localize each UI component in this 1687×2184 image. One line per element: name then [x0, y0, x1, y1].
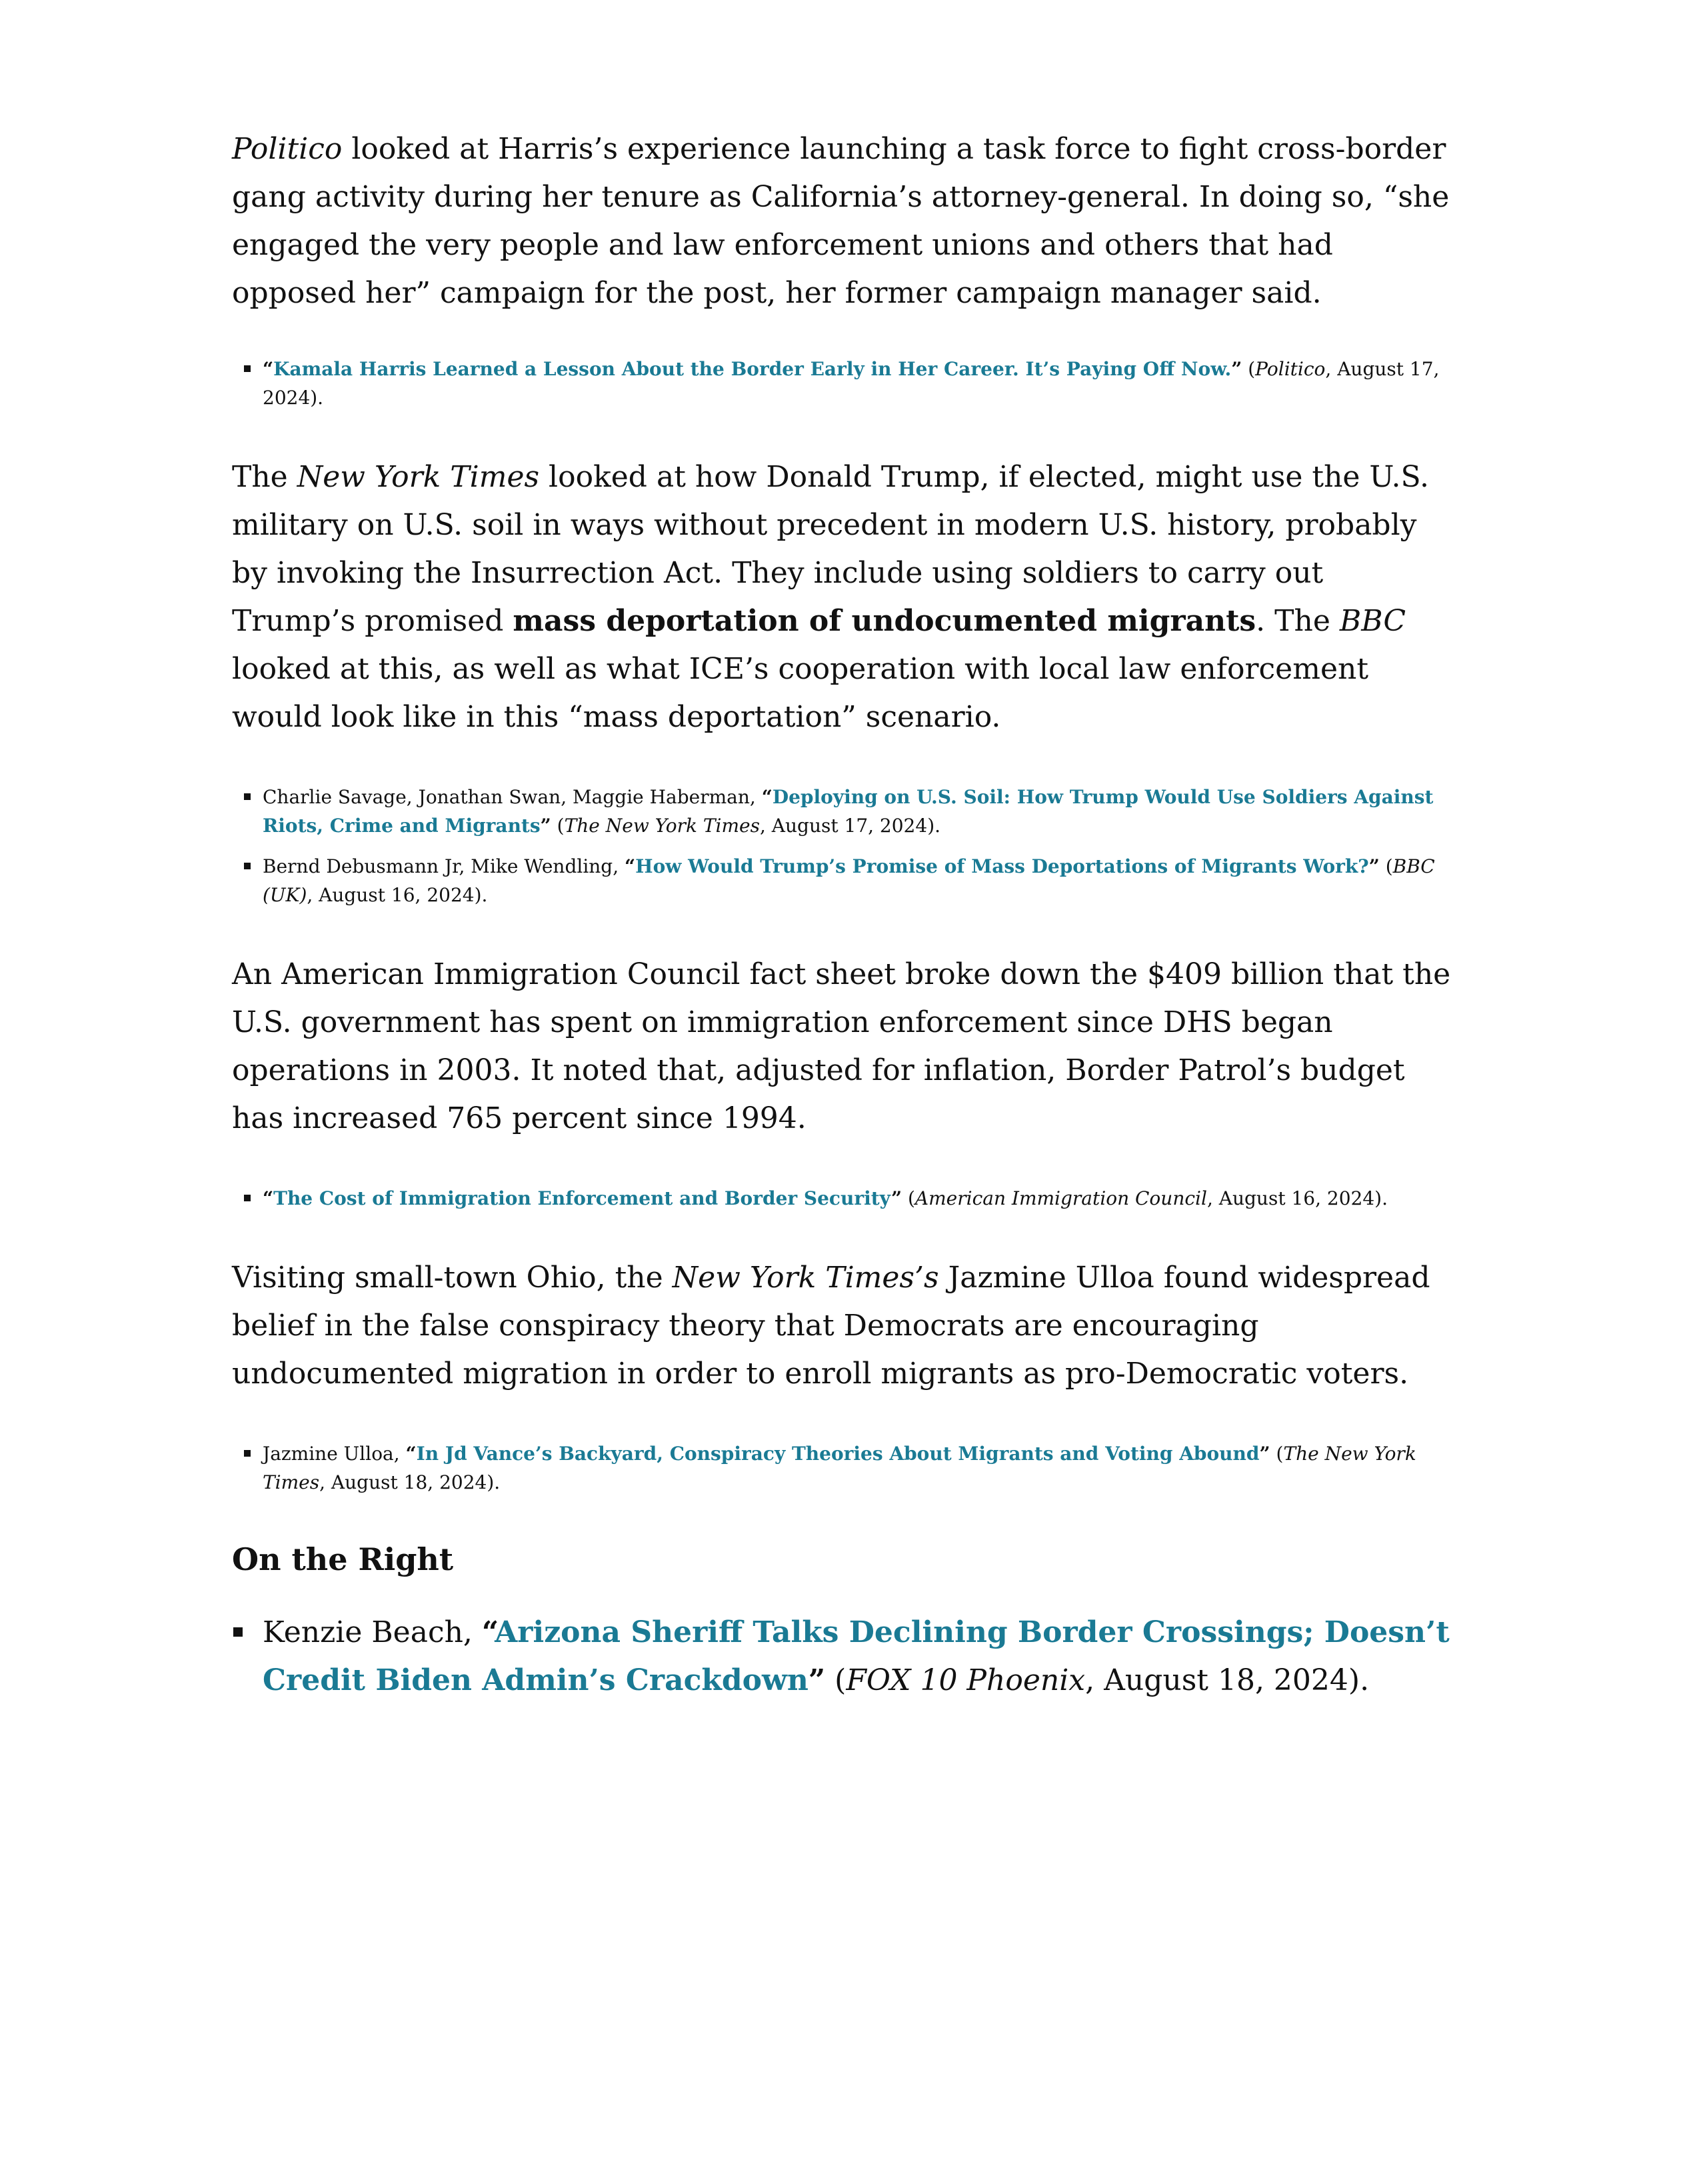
reference-list-right [232, 1609, 1452, 1705]
reference-item: Jazmine Ulloa, “In Jd Vance’s Backyard, Conspiracy Theories About Migrants and Voting Abound” (The New York Times, August 18, 2024). [232, 1439, 1452, 1497]
reference-list [232, 355, 1452, 412]
reference-link[interactable]: Arizona Sheriff Talks Declining Border Crossings; Doesn’t Credit Biden Admin’s Crackdown [263, 1615, 1450, 1697]
reference-link[interactable]: In Jd Vance’s Backyard, Conspiracy Theories About Migrants and Voting Abound [416, 1443, 1260, 1465]
reference-item: “Kamala Harris Learned a Lesson About the Border Early in Her Career. It’s Paying Off Now.” (Politico, August 17, 2024). [232, 355, 1452, 412]
reference-list [232, 783, 1452, 909]
reference-link[interactable]: How Would Trump’s Promise of Mass Deportations of Migrants Work? [635, 855, 1369, 877]
section-heading-right: On the Right [232, 1541, 454, 1577]
reference-item: Kenzie Beach, “Arizona Sheriff Talks Declining Border Crossings; Doesn’t Credit Biden Admin’s Crackdown” (FOX 10 Phoenix, August 18, 2024). [232, 1609, 1452, 1705]
reference-list [232, 1439, 1452, 1497]
reference-item: Charlie Savage, Jonathan Swan, Maggie Haberman, “Deploying on U.S. Soil: How Trump Would Use Soldiers Against Riots, Crime and Migrants” (The New York Times, August 17, 2024). [232, 783, 1452, 840]
reference-link[interactable]: Kamala Harris Learned a Lesson About the Border Early in Her Career. It’s Paying Off Now. [273, 358, 1232, 380]
paragraph-ohio: Visiting small-town Ohio, the New York Times’s Jazmine Ulloa found widespread belief in the false conspiracy theory that Democrats are encouraging undocumented migration in order to enroll migrants as pro-Democratic voters. [232, 1261, 1430, 1391]
paragraph-politico: Politico looked at Harris’s experience launching a task force to fight cross-border gang activity during her tenure as California’s attorney-general. In doing so, “she engaged the very people and law enforcement unions and others that had opposed her” campaign for the post, her former campaign manager said. [232, 132, 1450, 310]
reference-link[interactable]: The Cost of Immigration Enforcement and Border Security [273, 1187, 891, 1209]
paragraph-immigration-council: An American Immigration Council fact sheet broke down the $409 billion that the U.S. government has spent on immigration enforcement since DHS began operations in 2003. It noted that, adjusted for inflation, Border Patrol’s budget has increased 765 percent since 1994. [232, 957, 1451, 1135]
article-content [232, 125, 1452, 1705]
reference-link[interactable]: Deploying on U.S. Soil: How Trump Would Use Soldiers Against Riots, Crime and Migrants [263, 786, 1434, 837]
reference-item: “The Cost of Immigration Enforcement and Border Security” (American Immigration Council, August 16, 2024). [232, 1184, 1452, 1213]
reference-item: Bernd Debusmann Jr, Mike Wendling, “How Would Trump’s Promise of Mass Deportations of Migrants Work?” (BBC (UK), August 16, 2024). [232, 852, 1452, 909]
reference-list [232, 1184, 1452, 1213]
paragraph-nyt-military: The New York Times looked at how Donald Trump, if elected, might use the U.S. military on U.S. soil in ways without precedent in modern U.S. history, probably by invoking the Insurrection Act. They include using soldiers to carry out Trump’s promised mass deportation of undocumented migrants. The BBC looked at this, as well as what ICE’s cooperation with local law enforcement would look like in this “mass deportation” scenario. [232, 460, 1430, 734]
